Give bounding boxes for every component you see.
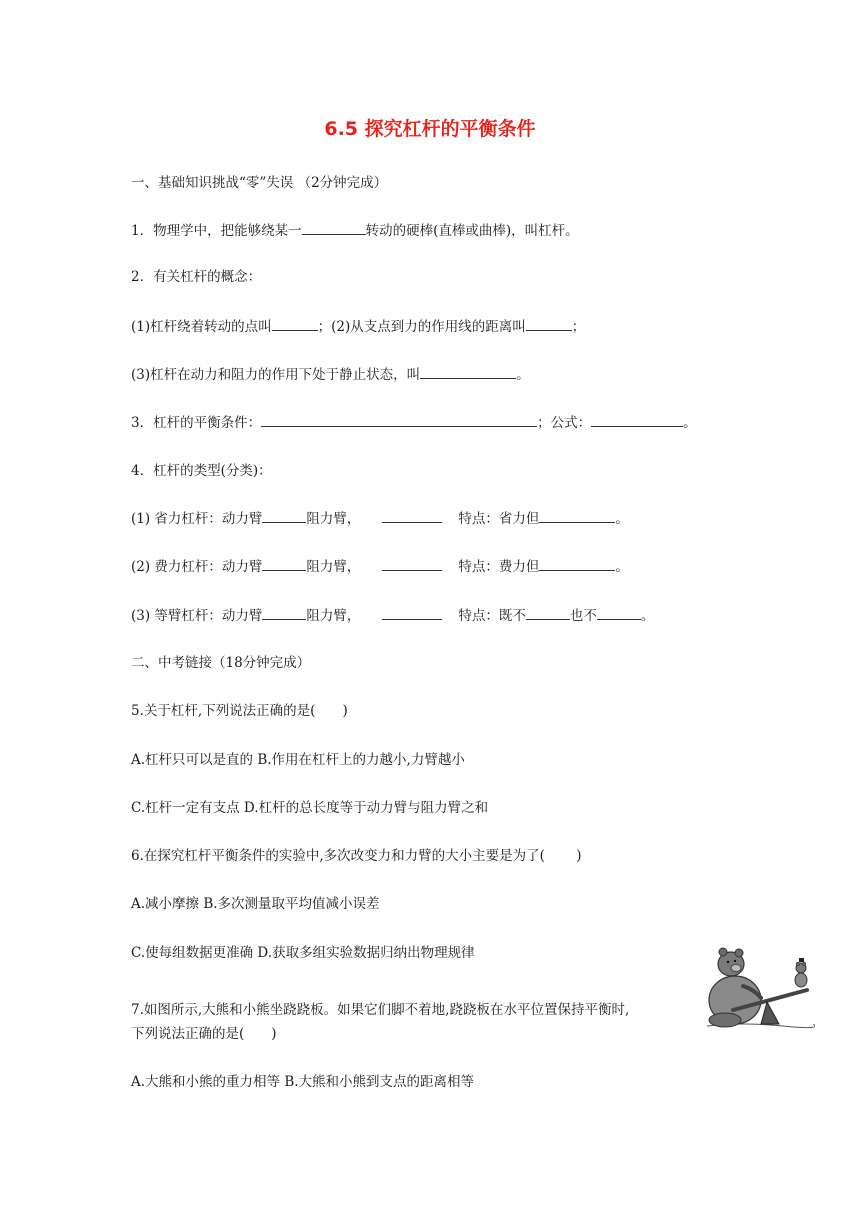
question-2-1-text-b: ；(2)从支点到力的作用线的距离叫: [317, 319, 526, 335]
question-2-3-text-a: (3)杠杆在动力和阻力的作用下处于静止状态，叫: [131, 367, 421, 383]
question-4-1-text-b: 阻力臂，: [306, 511, 361, 527]
answer-blank[interactable]: [382, 606, 442, 620]
question-4-3-text-c: 特点：既不: [458, 608, 526, 624]
answer-blank[interactable]: [420, 365, 516, 379]
section-heading-basic: 一、基础知识挑战“零”失误 （2分钟完成）: [131, 175, 388, 191]
question-1-text-a: 1．物理学中，把能够绕某一: [131, 223, 302, 239]
question-4-part-3: [131, 606, 654, 625]
answer-blank[interactable]: [382, 509, 442, 523]
question-4-3-text-b: 阻力臂，: [306, 608, 361, 624]
question-5: 5.关于杠杆,下列说法正确的是( ): [131, 703, 348, 719]
bears-seesaw-illustration: [703, 940, 815, 1032]
answer-blank[interactable]: [382, 557, 442, 571]
question-4-2-text-d: 。: [615, 559, 629, 575]
answer-blank[interactable]: [526, 606, 570, 620]
question-4-1-text-d: 。: [615, 511, 629, 527]
question-4-part-2: [131, 557, 629, 576]
section-heading-exam: 二、中考链接（18分钟完成）: [131, 655, 311, 671]
question-4-2-text-a: (2) 费力杠杆：动力臂: [131, 559, 263, 575]
answer-blank[interactable]: [272, 317, 318, 331]
question-2-1-text-a: (1)杠杆绕着转动的点叫: [131, 319, 272, 335]
question-3-text-a: 3．杠杆的平衡条件：: [131, 415, 262, 431]
answer-blank[interactable]: [262, 606, 306, 620]
question-4-3-text-d: 也不: [569, 608, 597, 624]
answer-blank[interactable]: [539, 509, 615, 523]
question-6-options-cd: C.使每组数据更准确 D.获取多组实验数据归纳出物理规律: [131, 945, 475, 961]
question-6: 6.在探究杠杆平衡条件的实验中,多次改变力和力臂的大小主要是为了( ): [131, 848, 582, 864]
question-3-text-c: 。: [683, 415, 697, 431]
question-4-1-text-c: 特点：省力但: [458, 511, 540, 527]
question-2-3-text-b: 。: [516, 367, 530, 383]
page-title: 6.5 探究杠杆的平衡条件: [324, 118, 536, 140]
question-2: 2．有关杠杆的概念：: [131, 269, 262, 285]
answer-blank[interactable]: [539, 557, 615, 571]
question-7-line-1: 7.如图所示,大熊和小熊坐跷跷板。如果它们脚不着地,跷跷板在水平位置保持平衡时,: [131, 1002, 630, 1018]
answer-blank[interactable]: [261, 413, 537, 427]
question-4-2-text-b: 阻力臂，: [306, 559, 361, 575]
question-3: [131, 413, 697, 432]
question-4-3-text-a: (3) 等臂杠杆：动力臂: [131, 608, 263, 624]
answer-blank[interactable]: [591, 413, 683, 427]
question-4-3-text-e: 。: [640, 608, 655, 624]
answer-blank[interactable]: [262, 557, 306, 571]
question-5-options-cd: C.杠杆一定有支点 D.杠杆的总长度等于动力臂与阻力臂之和: [131, 800, 489, 816]
question-3-text-b: ；公式：: [537, 415, 592, 431]
question-2-part-1: [131, 317, 585, 336]
answer-blank[interactable]: [526, 317, 572, 331]
question-1: [131, 221, 579, 240]
question-7-options-ab: A.大熊和小熊的重力相等 B.大熊和小熊到支点的距离相等: [131, 1074, 475, 1090]
question-4-part-1: [131, 509, 629, 528]
question-2-1-text-c: ；: [571, 319, 586, 335]
question-4: 4．杠杆的类型(分类)：: [131, 463, 272, 479]
answer-blank[interactable]: [302, 221, 366, 235]
question-6-options-ab: A.减小摩擦 B.多次测量取平均值减小误差: [131, 896, 380, 912]
question-5-options-ab: A.杠杆只可以是直的 B.作用在杠杆上的力越小,力臂越小: [131, 752, 465, 768]
question-7-line-2: 下列说法正确的是( ): [131, 1026, 277, 1042]
answer-blank[interactable]: [262, 509, 306, 523]
question-2-part-3: [131, 365, 530, 384]
answer-blank[interactable]: [597, 606, 641, 620]
question-4-1-text-a: (1) 省力杠杆：动力臂: [131, 511, 263, 527]
question-1-text-b: 转动的硬棒(直棒或曲棒)，叫杠杆。: [365, 223, 579, 239]
question-4-2-text-c: 特点：费力但: [458, 559, 540, 575]
